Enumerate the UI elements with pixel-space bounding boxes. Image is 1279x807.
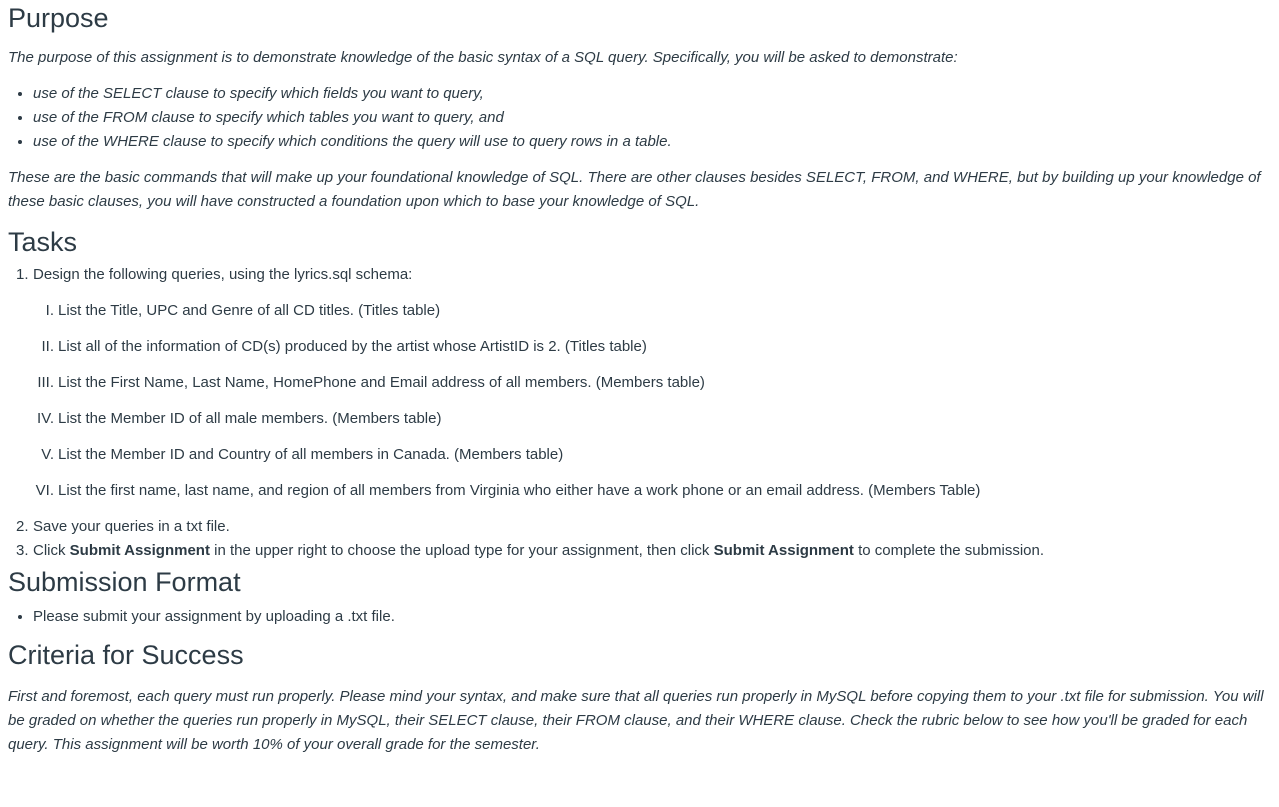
subtask-item <box>33 479 1275 503</box>
subtask-item <box>33 299 1275 323</box>
subtask-item <box>33 371 1275 395</box>
subtask-text: List the Member ID and Country of all members in Canada. (Members table) <box>58 446 564 463</box>
purpose-heading: Purpose <box>8 3 109 33</box>
subtask-number: I. <box>45 302 54 319</box>
subtask-number: V. <box>41 446 54 463</box>
subtask-text: List the Member ID of all male members. (Members table) <box>58 410 442 427</box>
submission-format-list <box>8 605 1275 629</box>
subtask-list <box>33 299 1275 503</box>
subtask-text: List the First Name, Last Name, HomePhone and Email address of all members. (Members table) <box>58 374 705 391</box>
task-step-1-number: 1. <box>16 266 29 283</box>
criteria-text: First and foremost, each query must run properly. Please mind your syntax, and make sure that all queries run properly in MySQL before copying them to your .txt file for submission. You will be graded on whether the queries run properly in MySQL, their SELECT clause, their FROM clause, and their WHERE clause. Check the rubric below to see how you'll be graded for each query. This assignment will be worth 10% of your overall grade for the semester. <box>8 688 1264 753</box>
purpose-closing: These are the basic commands that will make up your foundational knowledge of SQL. There are other clauses besides SELECT, FROM, and WHERE, but by building up your knowledge of these basic clauses, you will have constructed a foundation upon which to base your knowledge of SQL. <box>8 169 1261 210</box>
purpose-item-where: • use of the WHERE clause to specify which conditions the query will use to query rows in a table. <box>33 130 1275 154</box>
subtask-number: II. <box>41 338 54 355</box>
subtask-item <box>33 407 1275 431</box>
submit-assignment-emphasis: Submit Assignment <box>69 542 210 559</box>
task-step-3-text-part3: to complete the submission. <box>853 542 1044 559</box>
purpose-list <box>8 82 1275 154</box>
subtask-text: List the Title, UPC and Genre of all CD titles. (Titles table) <box>58 302 441 319</box>
task-step-1-text: Design the following queries, using the lyrics.sql schema: <box>33 266 413 283</box>
subtask-item <box>33 443 1275 467</box>
task-step-2-text: Save your queries in a txt file. <box>33 518 230 535</box>
tasks-heading: Tasks <box>8 227 78 257</box>
subtask-text: List the first name, last name, and region of all members from Virginia who either have a work phone or an email address. (Members Table) <box>58 482 981 499</box>
submission-format-item: • Please submit your assignment by uploading a .txt file. <box>33 605 1275 629</box>
subtask-number: VI. <box>35 482 54 499</box>
task-step-2 <box>16 515 1275 539</box>
purpose-intro: The purpose of this assignment is to demonstrate knowledge of the basic syntax of a SQL query. Specifically, you will be asked to demonstrate: <box>8 49 958 66</box>
subtask-text: List all of the information of CD(s) produced by the artist whose ArtistID is 2. (Titles table) <box>58 338 647 355</box>
purpose-item-select: • use of the SELECT clause to specify which fields you want to query, <box>33 82 1275 106</box>
tasks-list <box>8 263 1275 563</box>
purpose-item-from: • use of the FROM clause to specify which tables you want to query, and <box>33 106 1275 130</box>
submission-format-heading: Submission Format <box>8 567 241 597</box>
subtask-number: IV. <box>37 410 54 427</box>
task-step-3 <box>16 539 1275 563</box>
submit-assignment-emphasis: Submit Assignment <box>713 542 854 559</box>
task-step-1 <box>16 263 1275 503</box>
subtask-item <box>33 335 1275 359</box>
task-step-3-text-part2: in the upper right to choose the upload type for your assignment, then click <box>209 542 714 559</box>
criteria-heading: Criteria for Success <box>8 640 244 670</box>
subtask-number: III. <box>37 374 54 391</box>
task-step-3-number: 3. <box>16 542 29 559</box>
task-step-2-number: 2. <box>16 518 29 535</box>
task-step-3-text-part1: Click <box>33 542 70 559</box>
